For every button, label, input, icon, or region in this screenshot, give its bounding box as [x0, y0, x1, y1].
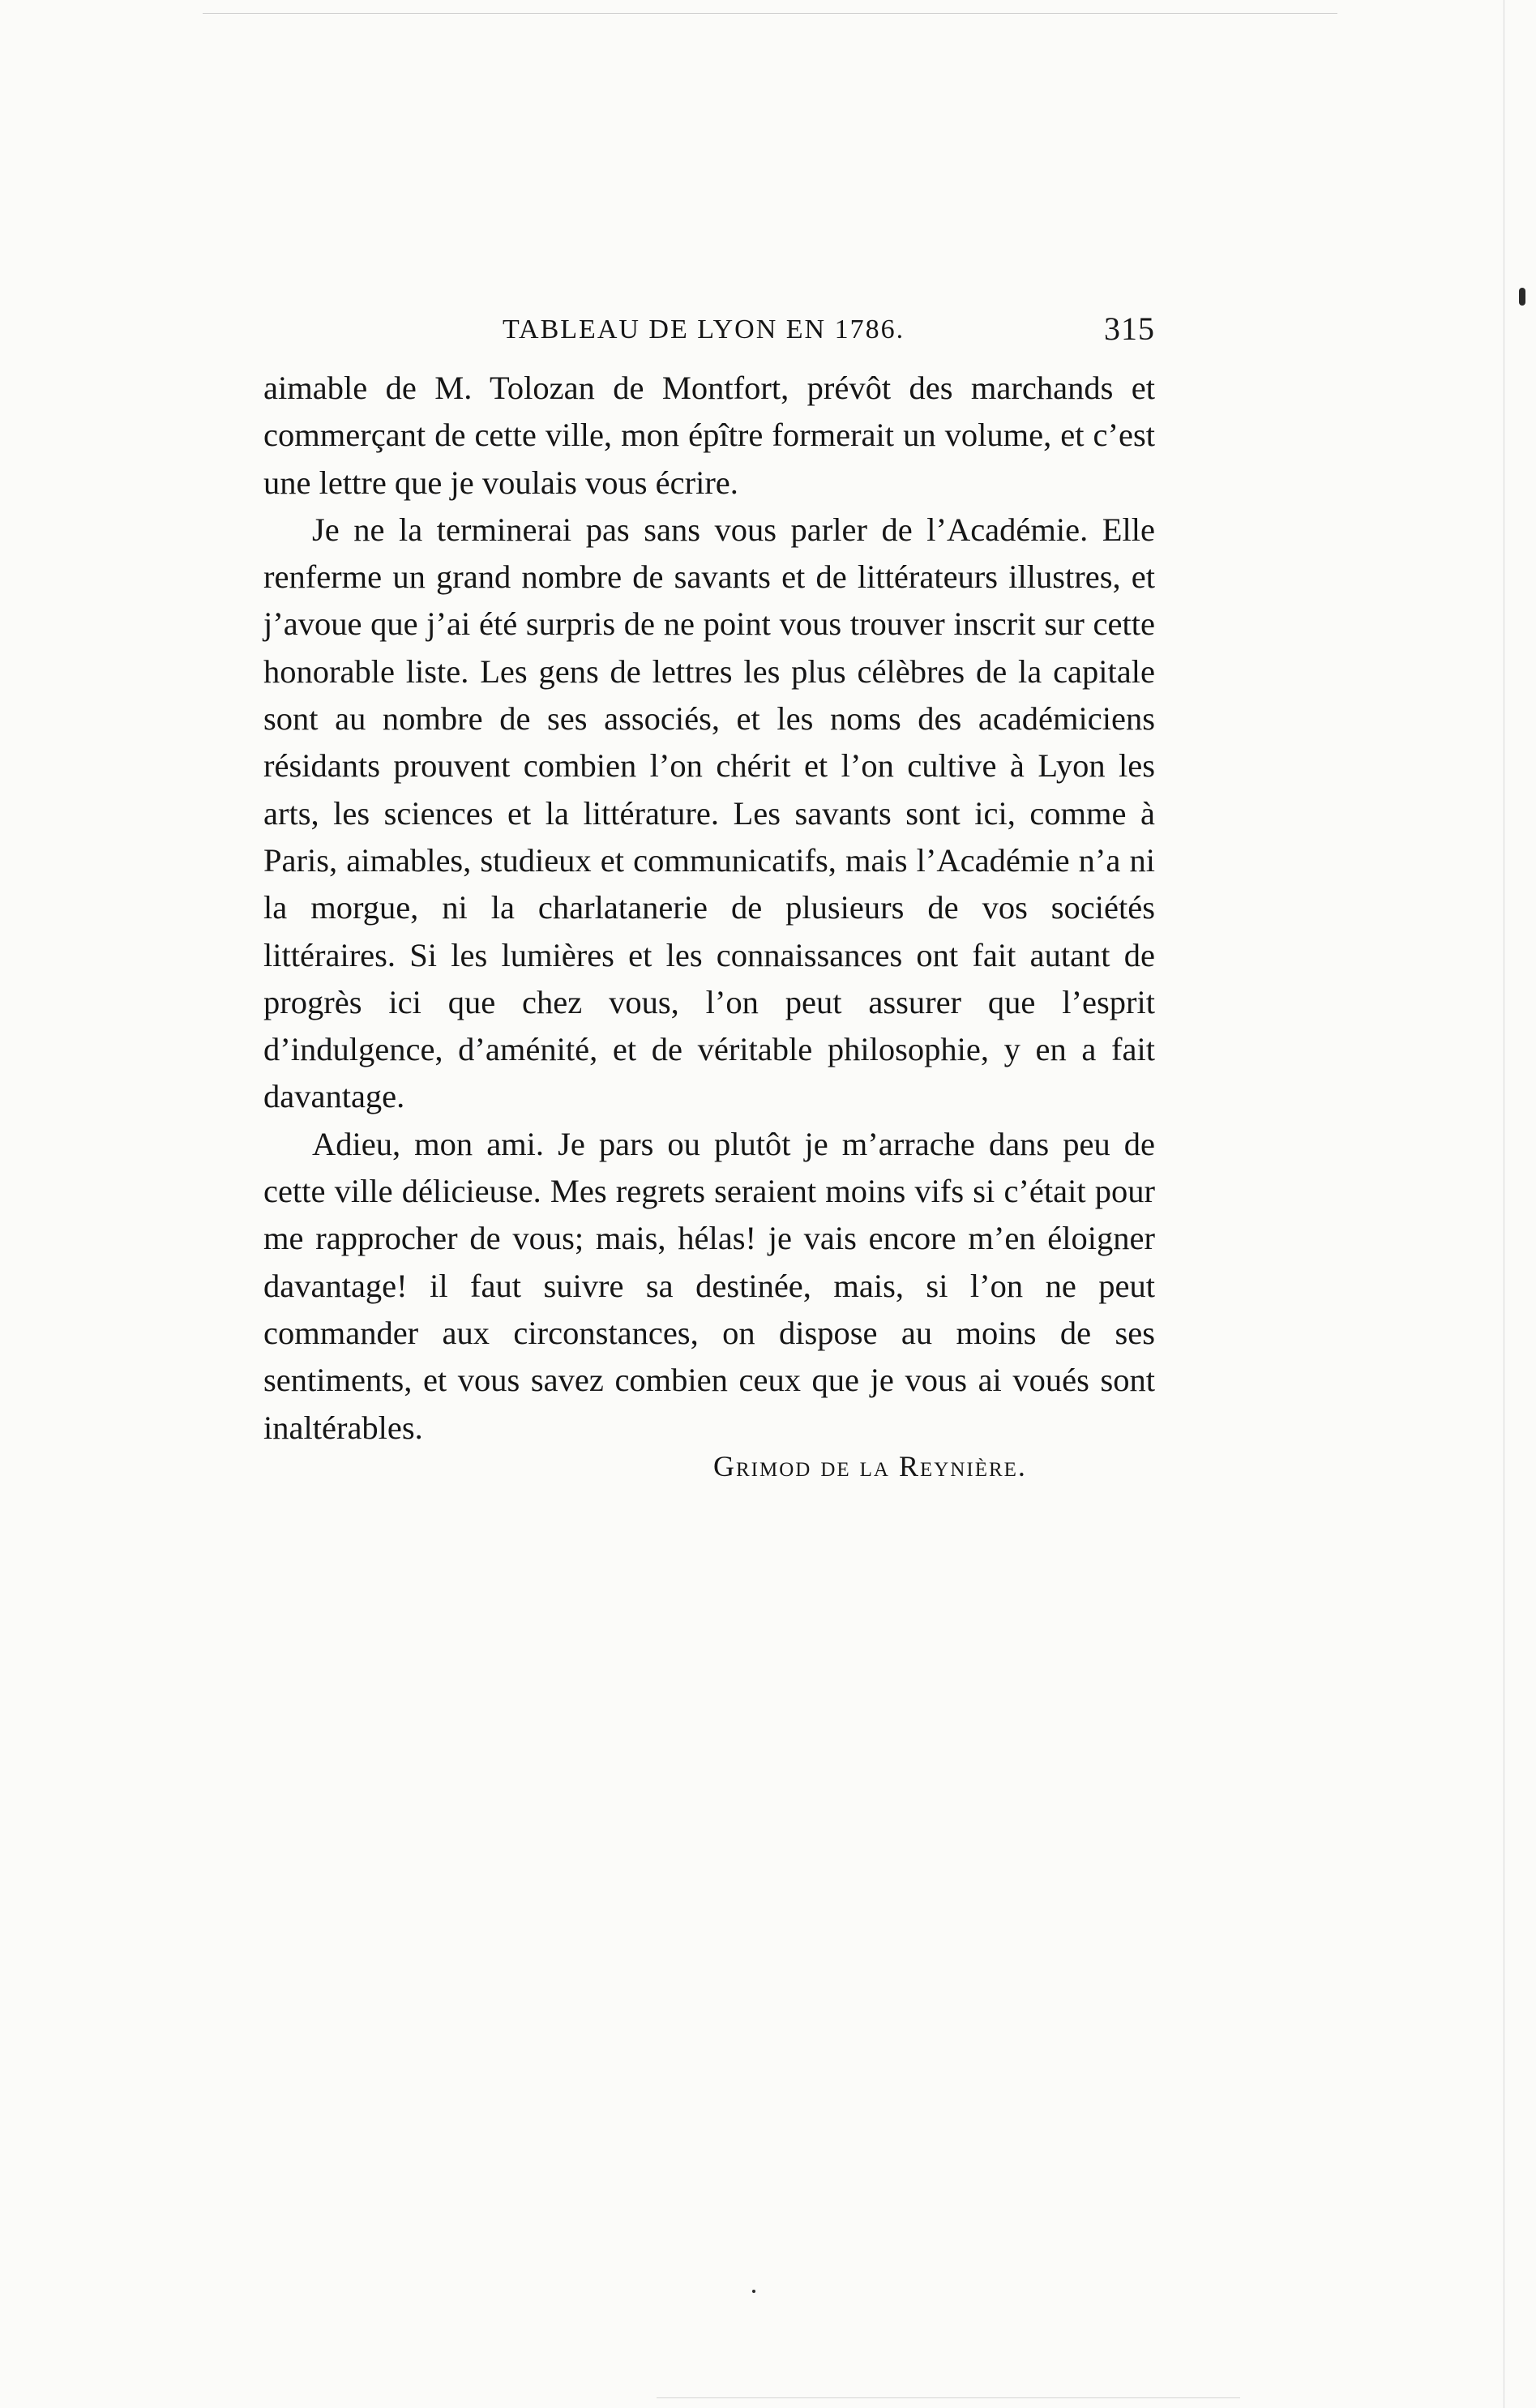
margin-mark — [1519, 288, 1525, 306]
signature: Grimod de la Reynière. — [713, 1450, 1027, 1482]
running-title: TABLEAU DE LYON EN 1786. — [503, 314, 905, 344]
paragraph-continuation: aimable de M. Tolozan de Montfort, prévôt des marchands et commerçant de cette ville, mon épître formerait un volume, et c’est une lettre que je voulais vous écrire. — [263, 370, 1155, 501]
page-number: 315 — [1104, 310, 1155, 347]
running-head — [263, 310, 1155, 358]
body-text — [263, 365, 1155, 1452]
paragraph-adieu: Adieu, mon ami. Je pars ou plutôt je m’arrache dans peu de cette ville délicieuse. Mes regrets seraient moins vifs si c’était pour me rapprocher de vous; mais, hélas! je vais encore m’en éloigner davantage! il faut suivre sa destinée, mais, si l’on ne peut commander aux circonstances, on dispose au moins de ses sentiments, et vous savez combien ceux que je vous ai voués sont inaltérables. — [263, 1125, 1155, 1446]
paragraph-academie: Je ne la terminerai pas sans vous parler de l’Académie. Elle renferme un grand nombre de savants et de littérateurs illustres, et j’avoue que j’ai été surpris de ne point vous trouver inscrit sur cette honorable liste. Les gens de lettres les plus célèbres de la capitale sont au nombre de ses associés, et les noms des académiciens résidants prouvent combien l’on chérit et l’on cultive à Lyon les arts, les sciences et la littérature. Les savants sont ici, comme à Paris, aimables, studieux et communicatifs, mais l’Académie n’a ni la morgue, ni la charlatanerie de plusieurs de vos sociétés littéraires. Si les lumières et les connaissances ont fait autant de progrès ici que chez vous, l’on peut assurer que l’esprit d’indulgence, d’aménité, et de véritable philosophie, y en a fait davantage. — [263, 511, 1155, 1115]
scan-top-edge — [203, 13, 1337, 14]
margin-dot — [752, 2290, 755, 2293]
scan-bottom-edge — [657, 2397, 1240, 2398]
